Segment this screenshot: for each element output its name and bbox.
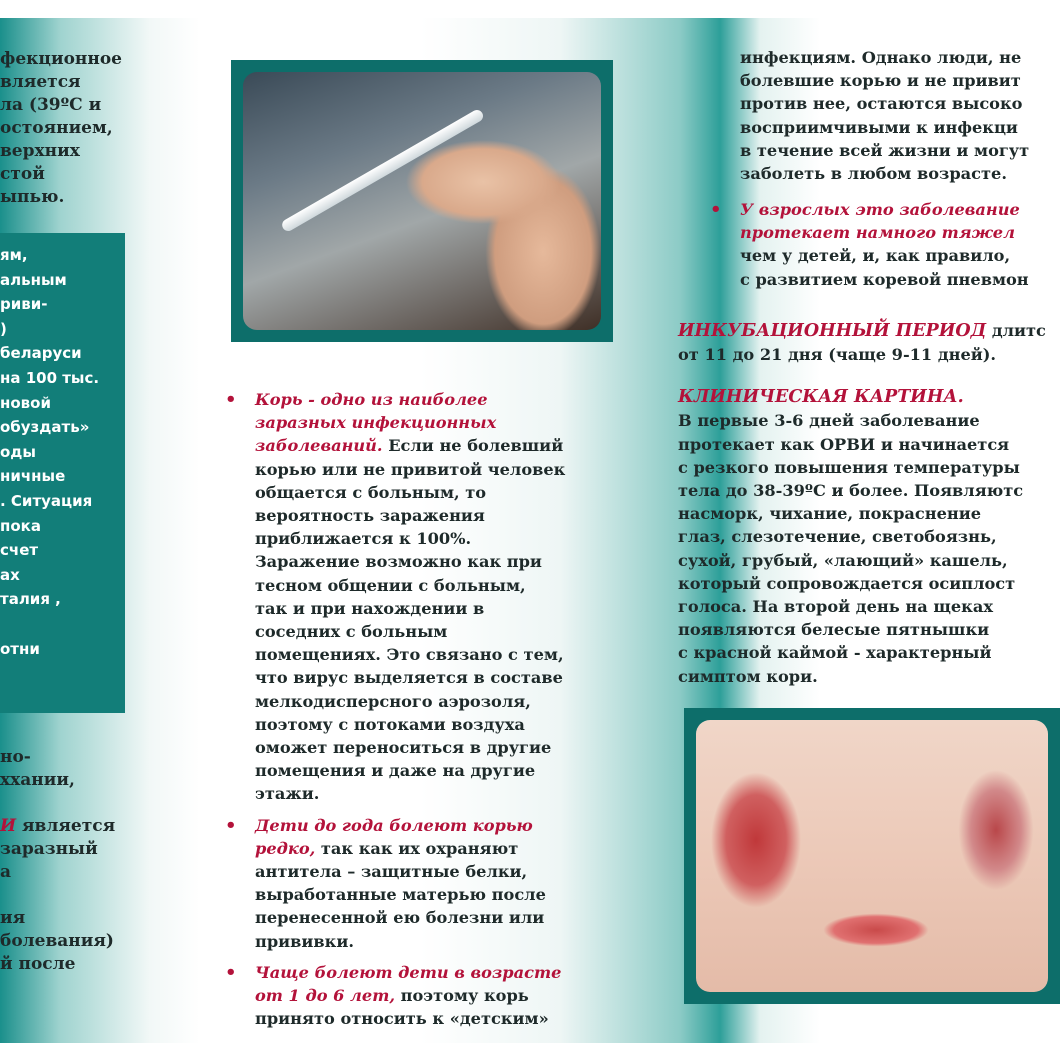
text-line bbox=[0, 884, 135, 907]
text-line: принято относить к «детским» bbox=[255, 1009, 549, 1029]
text-line: приближается к 100%. bbox=[255, 529, 472, 549]
text-line: У взрослых это заболевание bbox=[740, 200, 1020, 219]
text-line: поэтому с потоками воздуха bbox=[255, 714, 525, 734]
text-line bbox=[0, 838, 135, 861]
text-line: оможет переноситься в другие bbox=[255, 738, 552, 758]
text-line bbox=[0, 746, 135, 769]
text-line bbox=[0, 792, 135, 815]
incubation-section bbox=[678, 319, 1060, 366]
text-line: заразных инфекционных bbox=[255, 413, 497, 433]
text-line: с резкого повышения температуры bbox=[678, 457, 1020, 477]
text-line: антитела – защитные белки, bbox=[255, 862, 528, 882]
text-tail: так как их охраняют bbox=[315, 838, 519, 858]
text-line: ыпью. bbox=[0, 187, 65, 207]
text-line: с красной каймой - характерный bbox=[678, 643, 992, 663]
text-line: ) bbox=[0, 319, 7, 338]
text-line: В первые 3-6 дней заболевание bbox=[678, 411, 980, 431]
text-line: Заражение возможно как при bbox=[255, 552, 542, 572]
bullet-dot-icon: • bbox=[225, 814, 237, 836]
text-line: оды bbox=[0, 442, 36, 461]
text-line: отни bbox=[0, 639, 40, 658]
text-line: остоянием, bbox=[0, 118, 113, 138]
text-tail: й после bbox=[0, 954, 76, 974]
text-line: заболеть в любом возрасте. bbox=[740, 164, 1007, 184]
text-line: протекает как ОРВИ и начинается bbox=[678, 434, 1010, 454]
text-line: так и при нахождении в bbox=[255, 598, 485, 618]
text-red: И bbox=[0, 816, 17, 836]
text-line: ям, bbox=[0, 246, 28, 264]
text-line: чем у детей, и, как правило, bbox=[740, 246, 1011, 266]
clinical-section bbox=[678, 386, 1060, 688]
text-line: появляются белесые пятнышки bbox=[678, 620, 990, 640]
col2-text bbox=[225, 388, 620, 1030]
text-line bbox=[0, 612, 125, 637]
text-line: помещениях. Это связано с тем, bbox=[255, 645, 564, 665]
text-line: болевшие корью и не привит bbox=[740, 71, 1021, 91]
text-line: выработанные матерью после bbox=[255, 885, 546, 905]
text-line: корью или не привитой человек bbox=[255, 459, 566, 479]
col1-top-text bbox=[0, 48, 135, 209]
text-line bbox=[0, 769, 135, 792]
brochure-page bbox=[0, 18, 1060, 1043]
bullet-adults bbox=[710, 198, 1060, 291]
text-line: помещения и даже на другие bbox=[255, 761, 536, 781]
text-line: альным bbox=[0, 270, 67, 289]
text-line: этажи. bbox=[255, 784, 320, 804]
text-line: глаз, слезотечение, светобоязнь, bbox=[678, 527, 997, 547]
text-line: который сопровождается осиплост bbox=[678, 573, 1016, 593]
text-line: стой bbox=[0, 164, 45, 184]
text-line: счет bbox=[0, 541, 39, 560]
text-line: инфекциям. Однако люди, не bbox=[740, 48, 1022, 67]
text-tail: ххании, bbox=[0, 770, 75, 790]
bullet-infants bbox=[225, 814, 620, 953]
text-line: с развитием коревой пневмон bbox=[740, 269, 1029, 289]
clinical-heading: КЛИНИЧЕСКАЯ КАРТИНА. bbox=[678, 387, 964, 408]
text-tail: заразный bbox=[0, 839, 98, 859]
text-tail: поэтому корь bbox=[394, 986, 529, 1006]
text-line: против нее, остаются высоко bbox=[740, 94, 1023, 114]
text-line: на 100 тыс. bbox=[0, 368, 100, 387]
thermometer-photo bbox=[231, 60, 613, 342]
bullet-dot-icon: • bbox=[225, 389, 237, 410]
measles-rash-photo bbox=[684, 708, 1060, 1004]
text-line: . Ситуация bbox=[0, 491, 93, 510]
text-tail: ия bbox=[0, 908, 26, 928]
text-line: вероятность заражения bbox=[255, 506, 485, 526]
text-line bbox=[0, 815, 135, 838]
text-line: перенесенной ею болезни или bbox=[255, 908, 545, 928]
col3-main-text bbox=[678, 199, 1060, 688]
text-line bbox=[0, 953, 135, 976]
text-line: восприимчивыми к инфекци bbox=[740, 117, 1018, 137]
text-line: ничные bbox=[0, 467, 66, 486]
text-line: верхних bbox=[0, 141, 80, 161]
text-tail: но- bbox=[0, 747, 31, 767]
text-line: ла (39ºС и bbox=[0, 95, 102, 115]
text-red: заболеваний. bbox=[255, 436, 383, 456]
text-line: риви- bbox=[0, 295, 48, 314]
text-tail: а bbox=[0, 862, 12, 882]
text-line: в течение всей жизни и могут bbox=[740, 140, 1030, 160]
text-line: голоса. На второй день на щеках bbox=[678, 597, 993, 617]
incubation-heading: ИНКУБАЦИОННЫЙ ПЕРИОД bbox=[678, 320, 987, 341]
text-line: Корь - одно из наиболее bbox=[255, 390, 488, 409]
thermometer-image bbox=[243, 72, 601, 330]
text-line: пока bbox=[0, 516, 41, 535]
text-line: беларуси bbox=[0, 344, 82, 363]
bullet-contagion bbox=[225, 388, 620, 806]
text-line: что вирус выделяется в составе bbox=[255, 668, 563, 688]
text-line: тела до 38-39ºС и более. Появляютс bbox=[678, 481, 1024, 501]
text-line: талия , bbox=[0, 590, 61, 609]
text-line: прививки. bbox=[255, 931, 355, 951]
thermometer-icon bbox=[280, 108, 485, 233]
col1-bottom-text bbox=[0, 746, 135, 976]
text-line: обуздать» bbox=[0, 418, 90, 437]
bullet-dot-icon: • bbox=[225, 961, 237, 983]
col3-top-text bbox=[740, 46, 1060, 185]
text-line: Чаще болеют дети в возрасте bbox=[255, 962, 562, 982]
text-line: мелкодисперсного аэрозоля, bbox=[255, 691, 531, 711]
text-line: общается с больным, то bbox=[255, 482, 487, 502]
text-tail: длитс bbox=[986, 320, 1046, 340]
text-line: насморк, чихание, покраснение bbox=[678, 504, 982, 524]
text-red: от 1 до 6 лет, bbox=[255, 986, 395, 1006]
text-line: ах bbox=[0, 565, 20, 584]
text-tail: является bbox=[16, 816, 116, 836]
bullet-ages bbox=[225, 961, 620, 1031]
col1-teal-box bbox=[0, 233, 125, 713]
text-line bbox=[0, 930, 135, 953]
text-line: сухой, грубый, «лающий» кашель, bbox=[678, 550, 1008, 570]
text-line: от 11 до 21 дня (чаще 9-11 дней). bbox=[678, 345, 997, 365]
text-line bbox=[0, 861, 135, 884]
text-line: фекционное bbox=[0, 49, 122, 69]
text-line: Дети до года болеют корью bbox=[255, 815, 533, 835]
bullet-dot-icon: • bbox=[710, 199, 722, 220]
text-line: симптом кори. bbox=[678, 666, 818, 686]
text-line: тесном общении с больным, bbox=[255, 575, 526, 595]
text-line: новой bbox=[0, 393, 51, 412]
text-tail: болевания) bbox=[0, 931, 114, 951]
text-line: протекает намного тяжел bbox=[740, 223, 1015, 243]
text-line bbox=[0, 907, 135, 930]
text-line: вляется bbox=[0, 72, 81, 92]
child-face-image bbox=[696, 720, 1048, 992]
text-tail: Если не болевший bbox=[382, 436, 564, 456]
text-line: соседних с больным bbox=[255, 622, 448, 642]
text-red: редко, bbox=[255, 838, 316, 858]
